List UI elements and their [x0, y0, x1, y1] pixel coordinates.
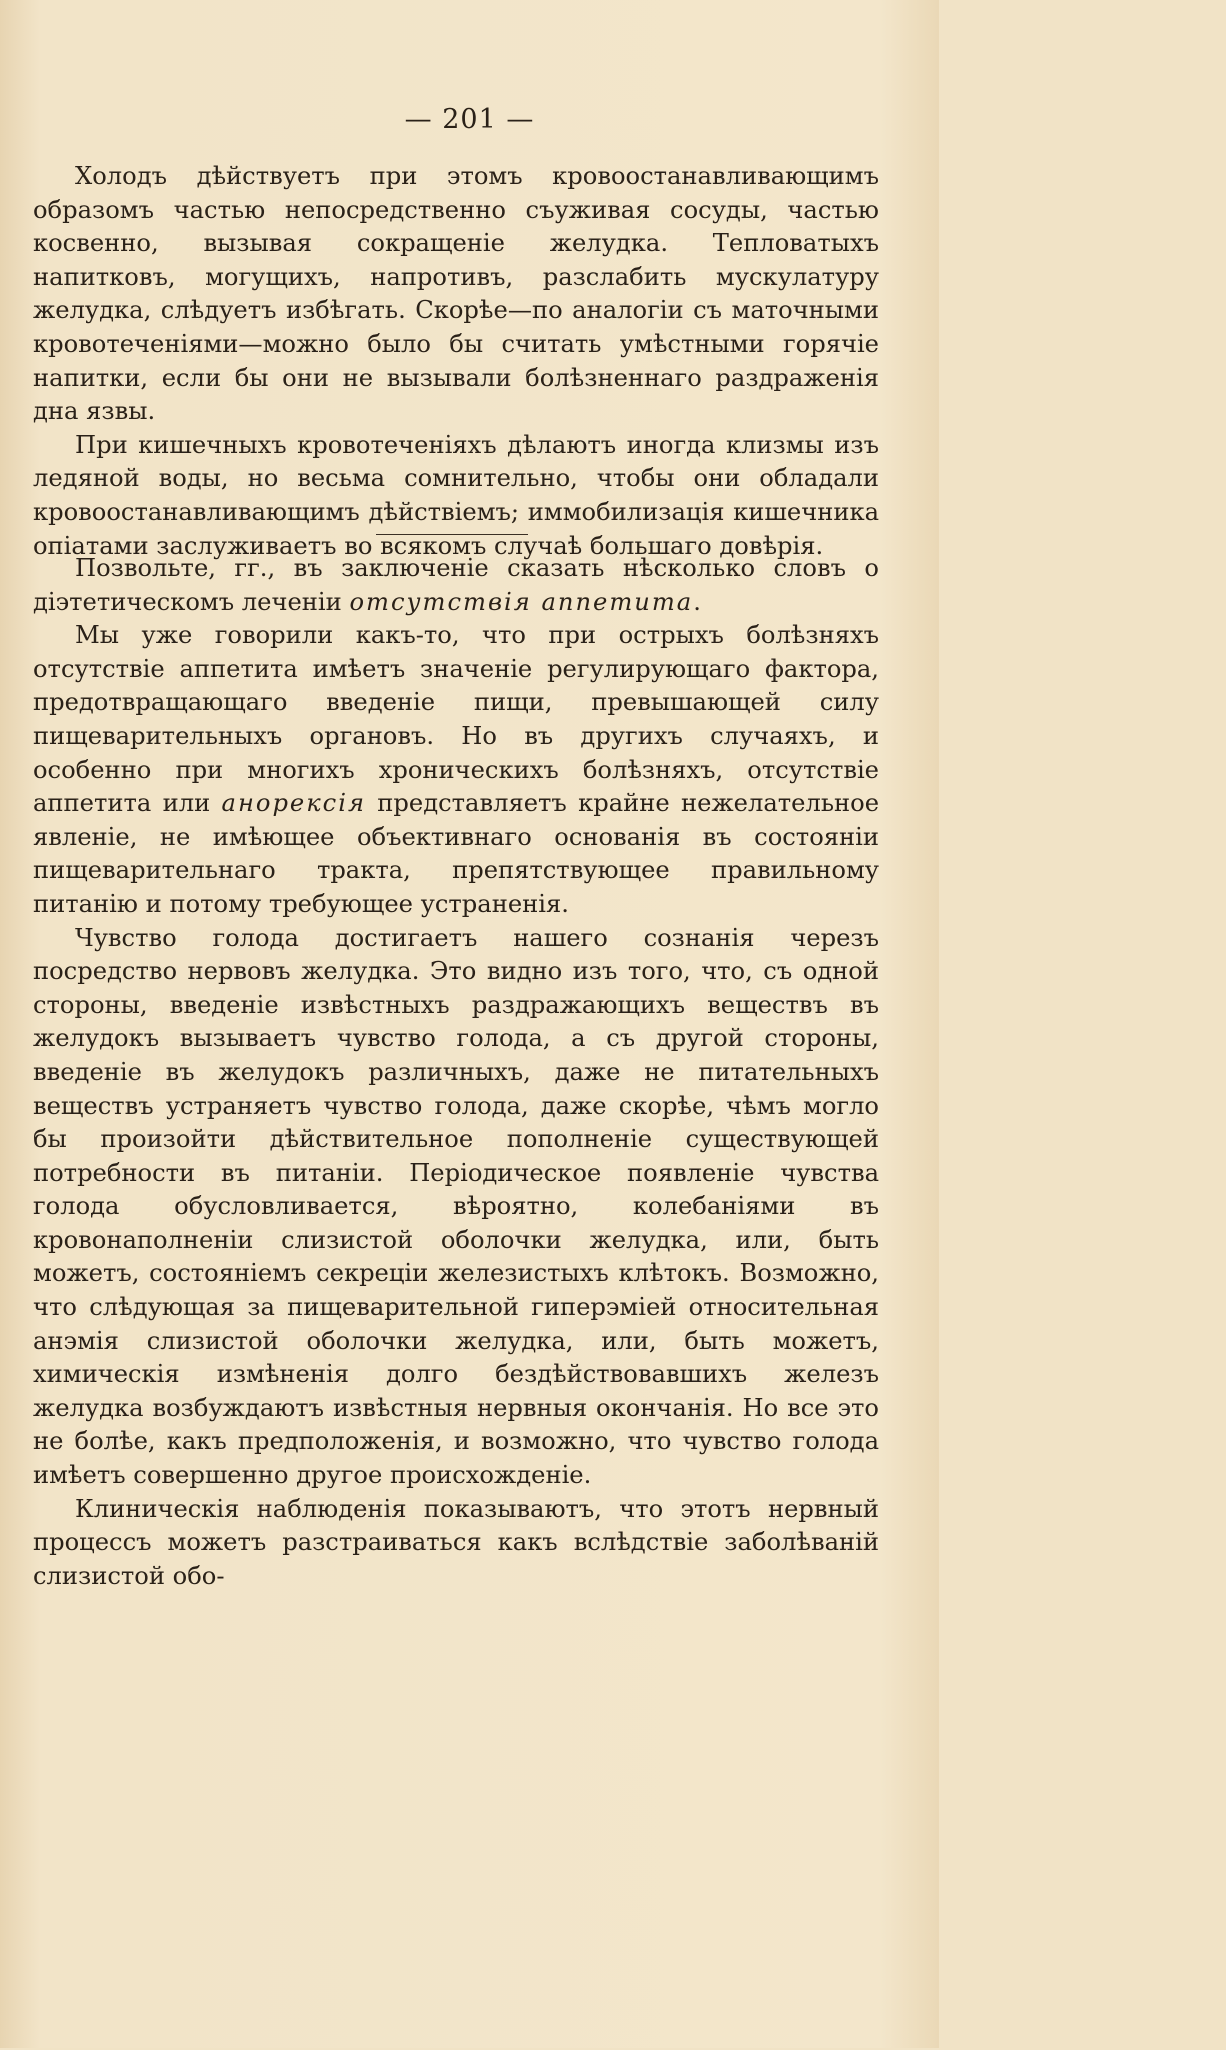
section-divider [376, 534, 528, 535]
paragraph-appetite-intro-text: Позвольте, гг., въ заключенiе сказать нѣсколько словъ о дiэтетическомъ леченiи [33, 554, 879, 616]
paragraph-intestinal-bleeding: При кишечныхъ кровотеченiяхъ дѣлаютъ иногда клизмы изъ ледяной воды, но весьма сомнительно, чтобы они обладали кровоостанавливающимъ дѣйствiемъ; иммобилизацiя кишечника опiатами заслуживаетъ во всякомъ случаѣ большаго довѣрiя. [33, 430, 879, 560]
emphasis-absence-of-appetite: отсутствiя аппетита [349, 587, 694, 616]
paragraph-hunger-feeling: Чувство голода достигаетъ нашего сознанiя черезъ посредство нервовъ желудка. Это видно изъ того, что, съ одной стороны, введенiе извѣстныхъ раздражающихъ веществъ въ желудокъ вызываетъ чувство голода, а съ другой стороны, введенiе въ желудокъ различныхъ, даже не питательныхъ веществъ устраняетъ чувство голода, даже скорѣе, чѣмъ могло бы произойти дѣйствительное пополненiе существующей потребности въ питанiи. Перiодическое появленiе чувства голода обусловливается, вѣроятно, колебанiями въ кровонаполненiи слизистой оболочки желудка, или, быть можетъ, состоянiемъ секрецiи железистыхъ клѣтокъ. Возможно, что слѣдующая за пищеварительной гиперэмiей относительная анэмiя слизистой оболочки желудка, или, быть можетъ, химическiя измѣненiя долго бездѣйствовавшихъ железъ желудка возбуждаютъ извѣстныя нервныя окончанiя. Но все это не болѣе, какъ предположенiя, и возможно, что чувство голода имѣетъ совершенно другое происхожденiе. [33, 923, 879, 1490]
paragraph-anorexia [33, 619, 879, 921]
paragraph-clinical-observations: Клиническiя наблюденiя показываютъ, что этотъ нервный процессъ можетъ разстраиваться какъ вслѣдствiе заболѣванiй слизистой обо- [33, 1494, 879, 1590]
paragraph-cold-treatment: Холодъ дѣйствуетъ при этомъ кровоостанавливающимъ образомъ частью непосредственно съуживая сосуды, частью косвенно, вызывая сокращенiе желудка. Тепловатыхъ напитковъ, могущихъ, напротивъ, разслабить мускулатуру желудка, слѣдуетъ избѣгать. Скорѣе—по аналогiи съ маточными кровотеченiями—можно было бы считать умѣстными горячiе напитки, если бы они не вызывали болѣзненнаго раздраженiя дна язвы. [33, 162, 879, 426]
paragraph-appetite-intro [33, 552, 879, 619]
paragraph-appetite-intro-end: . [693, 587, 701, 616]
paragraph-anorexia-text-start: Мы уже говорили какъ-то, что при острыхъ болѣзняхъ отсутствiе аппетита имѣетъ значенiе регулирующаго фактора, предотвращающаго введенiе пищи, превышающей силу пищеварительныхъ органовъ. Но въ другихъ случаяхъ, и особенно при многихъ хроническихъ болѣзняхъ, отсутствiе аппетита или [33, 621, 879, 818]
text-block-bottom [33, 552, 879, 1593]
page-number: — 201 — [404, 104, 535, 135]
emphasis-anorexia: анорексiя [221, 789, 366, 818]
text-block-top [33, 160, 879, 563]
paragraph-anorexia-text-end: представляетъ крайне нежелательное явленiе, не имѣющее объективнаго основанiя въ состоянiи пищеварительнаго тракта, препятствующее правильному питанiю и потому требующее устраненiя. [33, 789, 880, 918]
